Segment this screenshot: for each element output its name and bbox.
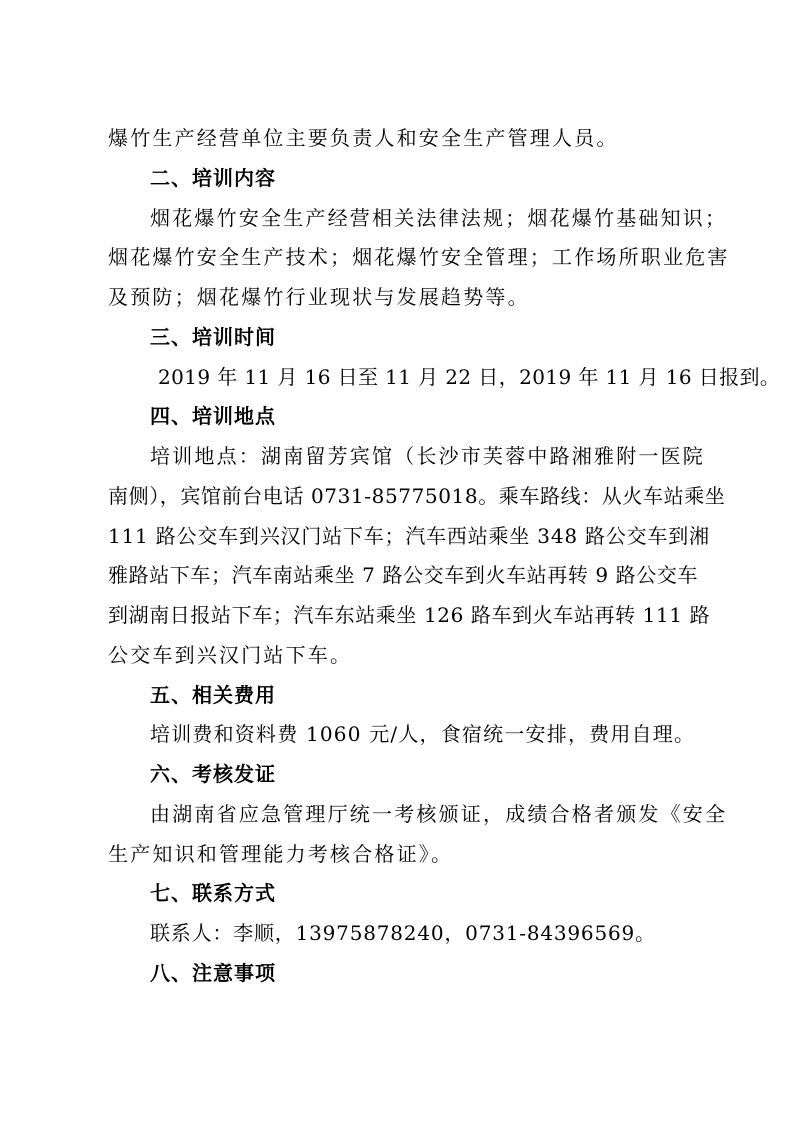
section-heading-training-time: 三、培训时间 xyxy=(150,325,276,349)
paragraph-line: 2019 年 11 月 16 日至 11 月 22 日，2019 年 11 月 16 日报到。 xyxy=(158,365,781,389)
section-heading-certification: 六、考核发证 xyxy=(150,762,276,786)
paragraph-line: 公交车到兴汉门站下车。 xyxy=(108,643,353,667)
paragraph-line: 培训地点：湖南留芳宾馆（长沙市芙蓉中路湘雅附一医院 xyxy=(150,444,705,468)
section-heading-fees: 五、相关费用 xyxy=(150,683,276,707)
section-heading-contact: 七、联系方式 xyxy=(150,881,276,905)
paragraph-line: 111 路公交车到兴汉门站下车；汽车西站乘坐 348 路公交车到湘 xyxy=(108,524,710,548)
paragraph-line: 由湖南省应急管理厅统一考核颁证，成绩合格者颁发《安全 xyxy=(150,802,728,826)
paragraph-line: 培训费和资料费 1060 元/人，食宿统一安排，费用自理。 xyxy=(150,722,696,746)
section-heading-training-content: 二、培训内容 xyxy=(150,166,276,190)
paragraph-line: 南侧），宾馆前台电话 0731-85775018。乘车路线：从火车站乘坐 xyxy=(108,484,726,508)
paragraph-line: 生产知识和管理能力考核合格证》。 xyxy=(108,842,454,866)
section-heading-notes: 八、注意事项 xyxy=(150,961,276,985)
paragraph-line: 雅路站下车；汽车南站乘坐 7 路公交车到火车站再转 9 路公交车 xyxy=(108,563,699,587)
paragraph-line: 爆竹生产经营单位主要负责人和安全生产管理人员。 xyxy=(108,126,619,150)
section-heading-training-location: 四、培训地点 xyxy=(150,404,276,428)
paragraph-line: 及预防；烟花爆竹行业现状与发展趋势等。 xyxy=(108,285,530,309)
paragraph-line: 烟花爆竹安全生产经营相关法律法规；烟花爆竹基础知识； xyxy=(150,206,728,230)
paragraph-line: 烟花爆竹安全生产技术；烟花爆竹安全管理；工作场所职业危害 xyxy=(108,245,730,269)
paragraph-line: 联系人：李顺，13975878240，0731-84396569。 xyxy=(150,921,656,945)
paragraph-line: 到湖南日报站下车；汽车东站乘坐 126 路车到火车站再转 111 路 xyxy=(108,603,711,627)
